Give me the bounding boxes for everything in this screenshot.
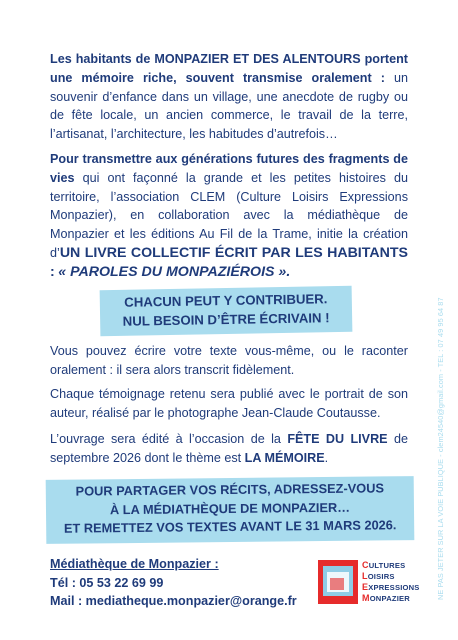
share-banner-line2: À LA MÉDIATHÈQUE DE MONPAZIER… [109,499,351,517]
edition-theme: LA MÉMOIRE [244,450,325,465]
edition-text-e: . [324,450,329,465]
project-text: qui ont façonné la grande et les petites histoires du territoire, l’association CLEM (Culture Loisirs Expressions Monpazier), en collaboration avec la médiathèque de Monpazier et les éditions Au Fil de la Trame, initie la création d’ [50,170,408,260]
side-vertical-text: NE PAS JETER SUR LA VOIE PUBLIQUE - clem24540@gmail.com - TEL : 07 49 95 64 87 [436,297,445,600]
share-banner-line1: POUR PARTAGER VOS RÉCITS, ADRESSEZ-VOUS [75,480,385,499]
contact-block [50,555,320,611]
clem-logo-words: CULTURES LOISIRS EXPRESSIONS MONPAZIER [362,560,420,603]
project-title-line2: « PAROLES DU MONPAZIÉROIS ». [58,263,291,280]
intro-paragraph [50,50,408,144]
intro-text: un souvenir d’enfance dans un village, une anecdote de rugby ou de fête locale, un ancien commerce, le travail de la terre, l’artisanat, l’architecture, les habitudes d’autrefois… [50,70,408,142]
intro-bold: Les habitants de MONPAZIER ET DES ALENTOURS portent une mémoire riche, souvent transmise oralement : [50,52,408,85]
share-banner-line3: ET REMETTEZ VOS TEXTES AVANT LE 31 MARS 2026. [63,517,397,536]
contact-email[interactable]: Mail : mediatheque.monpazier@orange.fr [50,594,297,608]
contribute-banner [100,286,353,336]
project-title-line1: UN LIVRE COLLECTIF ÉCRIT PAR LES HABITANTS : [50,244,408,280]
share-banner [46,476,415,544]
edition-fete-du-livre: FÊTE DU LIVRE [287,432,388,446]
edition-text-c: de septembre 2026 dont le thème est [50,432,408,465]
project-bold: Pour transmettre aux générations futures des fragments de vies [50,152,408,185]
contact-phone[interactable]: Tél : 05 53 22 69 99 [50,575,164,590]
write-paragraph: Vous pouvez écrire votre texte vous-même, ou le raconter oralement : il sera alors transcrit fidèlement. [50,344,408,377]
contribute-banner-line2: NUL BESOIN D’ÊTRE ÉCRIVAIN ! [122,309,330,329]
edition-text-a: L’ouvrage sera édité à l’occasion de la [50,432,288,446]
clem-logo-mark [318,560,358,604]
project-paragraph [50,150,408,282]
contact-heading: Médiathèque de Monpazier : [50,557,219,571]
contribute-banner-line1: CHACUN PEUT Y CONTRIBUER. [124,291,328,310]
clem-logo [318,560,430,608]
portrait-paragraph: Chaque témoignage retenu sera publié avec le portrait de son auteur, réalisé par le photographe Jean-Claude Coutausse. [50,387,408,420]
edition-paragraph [50,430,408,468]
